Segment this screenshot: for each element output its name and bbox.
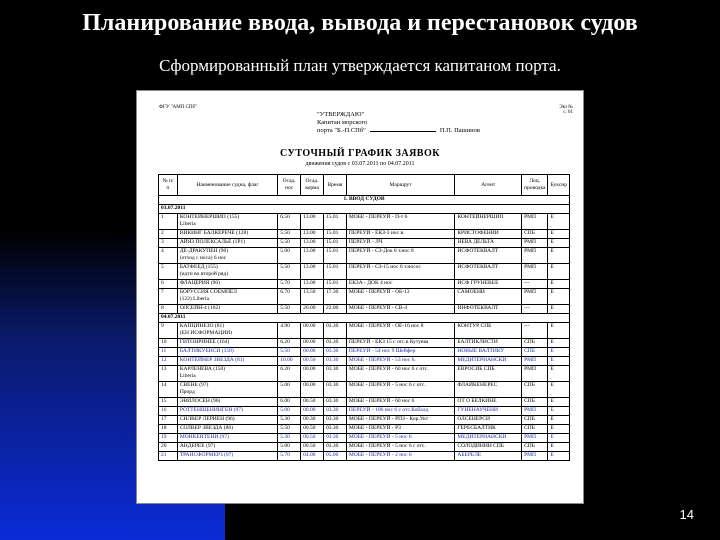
table-cell-route: МОБЕ - ПЕРЕУЙ - Р3 bbox=[346, 425, 454, 434]
col-header: Осад. нос bbox=[278, 175, 301, 196]
table-cell-d1: 6.00 bbox=[278, 398, 301, 407]
document-title: СУТОЧНЫЙ ГРАФИК ЗАЯВОК bbox=[279, 148, 441, 159]
table-cell-d2: 13.00 bbox=[301, 248, 324, 264]
table-cell-b: Е bbox=[548, 425, 570, 434]
table-cell-p: СПБ bbox=[522, 230, 548, 239]
table-cell-agent: КРИСТОФЕНИИ bbox=[455, 230, 522, 239]
table-cell-d2: 00.00 bbox=[301, 382, 324, 398]
table-cell-d2: 13.00 bbox=[301, 230, 324, 239]
col-header: Маршрут bbox=[346, 175, 454, 196]
table-row bbox=[159, 280, 570, 289]
table-cell-name bbox=[177, 289, 277, 305]
table-cell-d2: 00.00 bbox=[301, 407, 324, 416]
table-row bbox=[159, 248, 570, 264]
table-cell-route: МОБЕ - ПЕРЕУЙ - П-т 6 bbox=[346, 214, 454, 230]
table-cell-agent: ИНФОТЕКВАЛТ bbox=[455, 305, 522, 314]
vessel-note: (отход с носа) 6 нос bbox=[179, 254, 227, 261]
table-cell-route: ПЕРЕУЙ - ЕКЗ-3 нос в. bbox=[346, 230, 454, 239]
vessel-note: Прорд bbox=[179, 388, 195, 395]
col-header: Наименование судна, флаг bbox=[177, 175, 277, 196]
table-cell-agent: МЕДИТЕРИАНСКИ bbox=[455, 434, 522, 443]
table-cell-route: МОБЕ - ПЕРЕУЙ - 53 нос 6. bbox=[346, 357, 454, 366]
table-cell-agent: ГУНЕНАУЧЕНИ bbox=[455, 407, 522, 416]
table-cell-route: МОБЕ - ПЕРЕУЙ - ОЕ-16 нос 8 bbox=[346, 323, 454, 339]
table-cell-n: 5 bbox=[159, 264, 178, 280]
table-cell-n: 8 bbox=[159, 305, 178, 314]
table-cell-agent: ИСФОТЕКВАЛТ bbox=[455, 264, 522, 280]
approve-title: "УТВЕРЖДАЮ" bbox=[317, 111, 365, 118]
table-cell-b: Е bbox=[548, 289, 570, 305]
table-cell-name: ГИТОНРИНЕЕ (164) bbox=[177, 339, 277, 348]
table-cell-name: БАЛТИКУЕНСИ (158) bbox=[177, 348, 277, 357]
table-cell-d2: 13.00 bbox=[301, 280, 324, 289]
table-cell-d1: 5.50 bbox=[278, 305, 301, 314]
table-cell-t: 03.30 bbox=[323, 366, 346, 382]
table-cell-n: 2 bbox=[159, 230, 178, 239]
table-cell-agent: ИСФ ГРУНЕВЕЕ bbox=[455, 280, 522, 289]
table-cell-route: ПЕРЕУЙ - СЗ-15 нос 6 т.носос bbox=[346, 264, 454, 280]
table-cell-d1: 5.30 bbox=[278, 434, 301, 443]
table-cell-agent: ГЕРЕСБАЛТИК bbox=[455, 425, 522, 434]
table-cell-d2: 13.00 bbox=[301, 239, 324, 248]
table-header-row bbox=[159, 175, 570, 196]
table-cell-d1: 5.00 bbox=[278, 443, 301, 452]
table-row bbox=[159, 214, 570, 230]
table-cell-p: РМП bbox=[522, 434, 548, 443]
table-cell-route: МОБЕ - ПЕРЕУЙ - 5 нос 6 с отс. bbox=[346, 382, 454, 398]
table-cell-d1: 5.00 bbox=[278, 407, 301, 416]
table-cell-p: --- bbox=[522, 280, 548, 289]
table-cell-agent: СОЛОДИНИИ СПБ bbox=[455, 443, 522, 452]
table-cell-name bbox=[177, 214, 277, 230]
table-row bbox=[159, 398, 570, 407]
table-cell-d1: 5.50 bbox=[278, 230, 301, 239]
table-row bbox=[159, 425, 570, 434]
vessel-name: БАТФЕЕД (155) bbox=[179, 264, 218, 270]
slide-subtitle: Сформированный план утверждается капитаном порта. bbox=[159, 56, 561, 75]
table-cell-n: 18 bbox=[159, 425, 178, 434]
table-cell-b: Е bbox=[548, 348, 570, 357]
table-cell-route: МОБЕ - ПЕРЕУЙ - 60 нос 6 с отс. bbox=[346, 366, 454, 382]
approve-line1: Капитан морского bbox=[317, 119, 368, 126]
table-cell-p: --- bbox=[522, 323, 548, 339]
table-cell-agent: АБЕРЕЛЕ bbox=[455, 452, 522, 461]
table-row bbox=[159, 339, 570, 348]
table-cell-route: ПЕРЕУЙ - ЕКЗ 15 с отс.в Кутуева bbox=[346, 339, 454, 348]
table-cell-name bbox=[177, 248, 277, 264]
table-cell-n: 6 bbox=[159, 280, 178, 289]
table-cell-agent: ЕВРОСИБ СПБ bbox=[455, 366, 522, 382]
table-cell-n: 1 bbox=[159, 214, 178, 230]
table-cell-name: СОЛВЕР ЗВЕЗДА (86) bbox=[177, 425, 277, 434]
table-row bbox=[159, 452, 570, 461]
table-cell-p: РМП bbox=[522, 264, 548, 280]
table-cell-t: 03.30 bbox=[323, 357, 346, 366]
table-cell-name: СИЛВЕР ЛЕРИЕН (96) bbox=[177, 416, 277, 425]
table-cell-d2: 13.50 bbox=[301, 289, 324, 305]
table-cell-b: Е bbox=[548, 443, 570, 452]
table-cell-p: РМП bbox=[522, 214, 548, 230]
table-cell-agent: САМОЕНИ bbox=[455, 289, 522, 305]
table-row bbox=[159, 230, 570, 239]
table-cell-d1: 5.50 bbox=[278, 425, 301, 434]
table-cell-t: 03.30 bbox=[323, 434, 346, 443]
table-cell-p: СПБ bbox=[522, 339, 548, 348]
table-cell-agent: НЕВА ДЕЛЬТА bbox=[455, 239, 522, 248]
table-row bbox=[159, 407, 570, 416]
table-cell-b: Е bbox=[548, 357, 570, 366]
table-cell-name: ФЛАЦЕРИЯ (90) bbox=[177, 280, 277, 289]
schedule-table bbox=[158, 174, 570, 461]
table-cell-d2: 00.50 bbox=[301, 434, 324, 443]
table-cell-route: МОБЕ - ПЕРЕУЙ - РПЗ - Кор.Укт bbox=[346, 416, 454, 425]
table-cell-n: 7 bbox=[159, 289, 178, 305]
table-row bbox=[159, 305, 570, 314]
table-cell-agent: ИСФОТЕКВАЛТ bbox=[455, 248, 522, 264]
date-row bbox=[159, 205, 570, 214]
table-cell-name: АНДЕРЕЕ (97) bbox=[177, 443, 277, 452]
table-cell-t: 15.01 bbox=[323, 264, 346, 280]
table-cell-t: 03.30 bbox=[323, 443, 346, 452]
table-row bbox=[159, 348, 570, 357]
vessel-note: (идти во второй ряд) bbox=[179, 270, 229, 277]
table-cell-t: 15.01 bbox=[323, 248, 346, 264]
col-header: № п/п bbox=[159, 175, 178, 196]
table-cell-d1: 5.70 bbox=[278, 452, 301, 461]
table-cell-p: СПБ bbox=[522, 348, 548, 357]
table-cell-d2: 00.50 bbox=[301, 443, 324, 452]
document-subtitle: движения судов с 03.07.2011 по 04.07.2011 bbox=[305, 161, 415, 167]
table-cell-d2: 00.00 bbox=[301, 348, 324, 357]
table-cell-name: ЭВИЛОСЕН (96) bbox=[177, 398, 277, 407]
table-cell-d2: 00.00 bbox=[301, 339, 324, 348]
col-header: Время bbox=[323, 175, 346, 196]
table-cell-n: 13 bbox=[159, 366, 178, 382]
table-cell-n: 17 bbox=[159, 416, 178, 425]
table-cell-name: ОЛСЕЙН-4 (102) bbox=[177, 305, 277, 314]
copy-number: Экз № bbox=[559, 105, 573, 110]
table-cell-agent: НОВЫЕ ВАЛТИКУ bbox=[455, 348, 522, 357]
col-header: Агент bbox=[455, 175, 522, 196]
table-cell-route: МОБЕ - ПЕРЕУЙ - ОБ-13 bbox=[346, 289, 454, 305]
table-cell-d2: 04.00 bbox=[301, 452, 324, 461]
vessel-name: КАПЦИНЕЗО (81) bbox=[179, 323, 225, 329]
table-cell-n: 9 bbox=[159, 323, 178, 339]
table-cell-route: МОБЕ - ПЕРЕУЙ - СВ-4 bbox=[346, 305, 454, 314]
table-cell-d1: 5.00 bbox=[278, 382, 301, 398]
slide-title: Планирование ввода, вывода и перестановок судов bbox=[82, 10, 638, 36]
vessel-name: БОРУССИЯ СОЕМПЕЛ bbox=[179, 289, 237, 295]
table-cell-b: Е bbox=[548, 280, 570, 289]
table-cell-t: 03.30 bbox=[323, 416, 346, 425]
table-cell-name bbox=[177, 264, 277, 280]
date-row bbox=[159, 314, 570, 323]
table-row bbox=[159, 289, 570, 305]
table-cell-route: ПЕРЕУЙ - ЛЧ bbox=[346, 239, 454, 248]
table-cell-b: Е bbox=[548, 382, 570, 398]
section-row bbox=[159, 196, 570, 205]
table-cell-n: 10 bbox=[159, 339, 178, 348]
table-cell-t: 05.00 bbox=[323, 452, 346, 461]
table-row bbox=[159, 357, 570, 366]
table-cell-b: Е bbox=[548, 416, 570, 425]
table-cell-p: РМП bbox=[522, 407, 548, 416]
table-cell-n: 4 bbox=[159, 248, 178, 264]
table-cell-p: --- bbox=[522, 305, 548, 314]
table-cell-name: АЙЯЗ ПОЛЕКСАЛЬЕ (1Р1) bbox=[177, 239, 277, 248]
table-cell-t: 17.30 bbox=[323, 289, 346, 305]
table-row bbox=[159, 239, 570, 248]
table-cell-route: ПЕРЕУЙ - 106 нос 6 с отс.Кобалд bbox=[346, 407, 454, 416]
table-cell-b: Е bbox=[548, 434, 570, 443]
table-cell-b: Е bbox=[548, 239, 570, 248]
table-cell-name: ТРАНСФОРМЕРЗ (97) bbox=[177, 452, 277, 461]
table-cell-d1: 5.30 bbox=[278, 416, 301, 425]
table-cell-t: 03.30 bbox=[323, 425, 346, 434]
table-cell-agent: БАЛТИКЛИСТИ bbox=[455, 339, 522, 348]
table-cell-name bbox=[177, 366, 277, 382]
table-cell-route: МОБЕ - ПЕРЕУЙ - 60 нос 6 bbox=[346, 398, 454, 407]
table-cell-t: 15.01 bbox=[323, 239, 346, 248]
table-cell-n: 15 bbox=[159, 398, 178, 407]
table-cell-p: РМП bbox=[522, 239, 548, 248]
table-row bbox=[159, 366, 570, 382]
table-cell-p: СПБ bbox=[522, 443, 548, 452]
table-cell-d1: 5.00 bbox=[278, 248, 301, 264]
vessel-note: (ЕН ИСФОРМАЦИИ) bbox=[179, 329, 233, 336]
table-cell-p: РМП bbox=[522, 452, 548, 461]
table-cell-n: 11 bbox=[159, 348, 178, 357]
table-cell-route: ПЕРЕУЙ - 54 нос 9 Шейфер bbox=[346, 348, 454, 357]
table-cell-d2: 13.00 bbox=[301, 214, 324, 230]
table-cell-b: Е bbox=[548, 230, 570, 239]
table-cell-d1: 5.50 bbox=[278, 264, 301, 280]
table-cell-t: 15.01 bbox=[323, 280, 346, 289]
table-cell-b: Е bbox=[548, 366, 570, 382]
table-cell-d1: 4.90 bbox=[278, 323, 301, 339]
table-cell-b: Е bbox=[548, 305, 570, 314]
table-cell-d1: 6.20 bbox=[278, 366, 301, 382]
table-cell-agent: ОТ О БЕЛКИНЕ bbox=[455, 398, 522, 407]
table-cell-agent: МЕДИТЕРИАНСКИ bbox=[455, 357, 522, 366]
table-cell-d2: 00.00 bbox=[301, 323, 324, 339]
table-cell-d1: 6.20 bbox=[278, 339, 301, 348]
page-number: 14 bbox=[679, 507, 694, 522]
approve-line2-row bbox=[317, 127, 480, 135]
table-cell-name bbox=[177, 323, 277, 339]
table-cell-p: СПБ bbox=[522, 416, 548, 425]
table-cell-route: ЕКЗА - ДОК 4 нос bbox=[346, 280, 454, 289]
table-cell-t: 03.30 bbox=[323, 348, 346, 357]
table-cell-p: РМП bbox=[522, 248, 548, 264]
table-cell-d2: 00.50 bbox=[301, 398, 324, 407]
table-cell-p: РМП bbox=[522, 289, 548, 305]
table-cell-n: 21 bbox=[159, 452, 178, 461]
table-cell-route: ПЕРЕУЙ - СЗ-Док 6 т.нос 8 bbox=[346, 248, 454, 264]
table-cell-name: РОТТЕНШЕНИНГЕН (97) bbox=[177, 407, 277, 416]
table-cell-d1: 6.50 bbox=[278, 214, 301, 230]
date-label: 04.07.2011 bbox=[159, 314, 570, 323]
table-cell-name: ВИКИНГ БАЛКЕРЕЧЕ (128) bbox=[177, 230, 277, 239]
table-cell-name bbox=[177, 382, 277, 398]
table-cell-route: МОБЕ - ПЕРЕУЙ - 5 нос 6 с отс. bbox=[346, 443, 454, 452]
table-cell-b: Е bbox=[548, 339, 570, 348]
document-scan bbox=[136, 90, 584, 504]
page-ref: с. 01 bbox=[563, 110, 573, 115]
table-cell-d1: 5.70 bbox=[278, 280, 301, 289]
signature-line bbox=[370, 131, 436, 132]
table-cell-n: 19 bbox=[159, 434, 178, 443]
table-row bbox=[159, 443, 570, 452]
approve-name: П.П. Пашинов bbox=[439, 127, 480, 134]
vessel-name: КОНТЕЙНЕРШИП (155) bbox=[179, 214, 240, 220]
table-row bbox=[159, 434, 570, 443]
table-cell-t: 03.30 bbox=[323, 398, 346, 407]
approve-line2: порта "Б.-П.СПб" bbox=[317, 127, 366, 134]
table-cell-d1: 10.00 bbox=[278, 357, 301, 366]
table-cell-b: Е bbox=[548, 452, 570, 461]
table-cell-b: Е bbox=[548, 407, 570, 416]
table-cell-t: 15.01 bbox=[323, 230, 346, 239]
table-cell-d2: 00.50 bbox=[301, 425, 324, 434]
table-cell-b: Е bbox=[548, 214, 570, 230]
table-cell-b: Е bbox=[548, 323, 570, 339]
vessel-note: Liberia bbox=[179, 220, 196, 227]
vessel-note: (122) Liberia bbox=[179, 295, 209, 302]
table-row bbox=[159, 264, 570, 280]
table-cell-d1: 6.70 bbox=[278, 289, 301, 305]
vessel-name: КАРЛЕНЕВА (150) bbox=[179, 366, 226, 372]
table-cell-t: 15.01 bbox=[323, 214, 346, 230]
table-cell-p: СПБ bbox=[522, 398, 548, 407]
table-cell-n: 14 bbox=[159, 382, 178, 398]
table-cell-t: 03.30 bbox=[323, 323, 346, 339]
table-cell-n: 20 bbox=[159, 443, 178, 452]
table-cell-d2: 13.00 bbox=[301, 264, 324, 280]
table-cell-b: Е bbox=[548, 398, 570, 407]
col-header: Буксир bbox=[548, 175, 570, 196]
table-row bbox=[159, 382, 570, 398]
table-cell-t: 03.30 bbox=[323, 407, 346, 416]
table-cell-p: РМП bbox=[522, 366, 548, 382]
document-header-left: ФГУ "АМП СПб" bbox=[159, 105, 198, 110]
table-cell-d2: 00.50 bbox=[301, 357, 324, 366]
table-row bbox=[159, 416, 570, 425]
table-cell-d1: 5.50 bbox=[278, 348, 301, 357]
table-cell-p: РМП bbox=[522, 357, 548, 366]
table-cell-n: 16 bbox=[159, 407, 178, 416]
vessel-note: Liberia bbox=[179, 372, 196, 379]
table-cell-d2: 00.00 bbox=[301, 366, 324, 382]
table-cell-d2: 00.30 bbox=[301, 416, 324, 425]
table-cell-name: КОНТЕЙНЕР ЗВЕЗДА (81) bbox=[177, 357, 277, 366]
section-title: 1. ВВОД СУДОВ bbox=[159, 196, 570, 205]
date-label: 03.07.2011 bbox=[159, 205, 570, 214]
table-cell-route: МОБЕ - ПЕРЕУЙ - 2 нос 6 bbox=[346, 452, 454, 461]
col-header: Лоц. проводка bbox=[522, 175, 548, 196]
table-cell-b: Е bbox=[548, 264, 570, 280]
table-cell-p: СПБ bbox=[522, 382, 548, 398]
table-cell-name: МОНКЕНТЕНИ (97) bbox=[177, 434, 277, 443]
table-cell-t: 03.30 bbox=[323, 382, 346, 398]
table-cell-agent: ФЛАЙКЕНЕРЕС bbox=[455, 382, 522, 398]
table-cell-route: МОБЕ - ПЕРЕУЙ - 5 нос 6 bbox=[346, 434, 454, 443]
table-cell-p: СПБ bbox=[522, 425, 548, 434]
table-cell-d1: 5.50 bbox=[278, 239, 301, 248]
table-cell-t: 22.00 bbox=[323, 305, 346, 314]
table-cell-agent: КОНТЕЙНЕРШИП bbox=[455, 214, 522, 230]
document-header-right bbox=[559, 105, 573, 115]
approval-block bbox=[317, 111, 480, 135]
footer-bar bbox=[225, 503, 720, 540]
table-row bbox=[159, 323, 570, 339]
table-cell-n: 12 bbox=[159, 357, 178, 366]
table-cell-t: 03.30 bbox=[323, 339, 346, 348]
table-cell-agent: КОНТУР СПБ bbox=[455, 323, 522, 339]
table-cell-n: 3 bbox=[159, 239, 178, 248]
vessel-name: СВЕНЕ (97) bbox=[179, 382, 209, 388]
vessel-name: ДЕ-ДРАКУПЕН (90) bbox=[179, 248, 229, 254]
table-cell-d2: 20.00 bbox=[301, 305, 324, 314]
table-cell-b: Е bbox=[548, 248, 570, 264]
col-header: Осад. корма bbox=[301, 175, 324, 196]
table-cell-agent: ОЛСЕНЕРСИ bbox=[455, 416, 522, 425]
